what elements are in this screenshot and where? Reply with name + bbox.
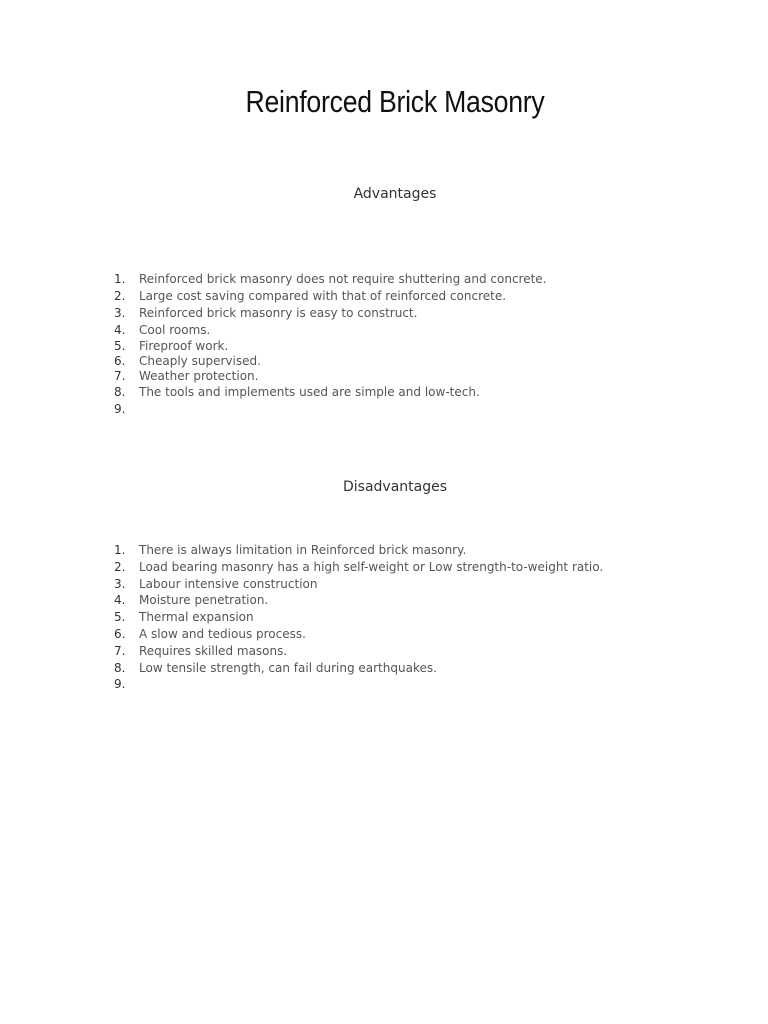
list-item-text: Requires skilled masons. (139, 643, 288, 658)
list-item-number: 4. (114, 593, 126, 608)
list-item-number: 1. (114, 272, 126, 286)
advantages-heading: Advantages (353, 186, 437, 202)
list-item (114, 288, 547, 305)
list-item (114, 609, 603, 626)
list-item-text: Cool rooms. (139, 323, 211, 337)
list-item-number: 3. (114, 576, 126, 591)
list-item-number: 8. (114, 385, 126, 399)
list-item-number: 5. (114, 610, 126, 625)
list-item-text: Thermal expansion (139, 610, 254, 625)
list-item-text: The tools and implements used are simple and low-tech. (139, 385, 480, 399)
list-item (114, 643, 603, 660)
list-item-number: 2. (114, 289, 126, 303)
list-item-text: Large cost saving compared with that of reinforced concrete. (139, 289, 507, 303)
list-item-text: There is always limitation in Reinforced brick masonry. (139, 543, 467, 557)
list-item-number: 9. (114, 402, 126, 416)
list-item (114, 660, 603, 677)
list-item-text: Cheaply supervised. (139, 354, 261, 368)
list-item-text: Reinforced brick masonry is easy to construct. (139, 306, 418, 320)
list-item-text: Labour intensive construction (139, 576, 318, 591)
list-item-number: 5. (114, 339, 126, 353)
list-item-number: 6. (114, 354, 126, 368)
list-item (114, 305, 547, 322)
list-item-text: Weather protection. (139, 369, 259, 383)
list-item (114, 542, 603, 559)
list-item-number: 8. (114, 660, 126, 675)
list-item (114, 369, 547, 384)
list-item-number: 9. (114, 677, 126, 692)
list-item-number: 6. (114, 626, 126, 641)
document-title: Reinforced Brick Masonry (245, 84, 545, 119)
list-item-text: Moisture penetration. (139, 593, 269, 608)
list-item-number: 7. (114, 369, 126, 383)
list-item-number: 2. (114, 559, 126, 574)
list-item-text: Reinforced brick masonry does not require shuttering and concrete. (139, 272, 547, 286)
list-item (114, 384, 547, 401)
list-item-number: 7. (114, 643, 126, 658)
list-item-number: 1. (114, 543, 126, 557)
advantages-list (114, 271, 547, 418)
list-item (114, 576, 603, 593)
list-item (114, 339, 547, 354)
list-item (114, 559, 603, 576)
list-item (114, 322, 547, 339)
list-item (114, 626, 603, 643)
disadvantages-heading: Disadvantages (342, 479, 448, 495)
list-item-number: 4. (114, 323, 126, 337)
list-item-text: A slow and tedious process. (139, 626, 306, 641)
list-item (114, 354, 547, 369)
list-item-text: Fireproof work. (139, 339, 229, 353)
list-item (114, 676, 603, 693)
list-item-number: 3. (114, 306, 126, 320)
list-item (114, 401, 547, 418)
list-item-text: Low tensile strength, can fail during earthquakes. (139, 660, 437, 675)
list-item-text: Load bearing masonry has a high self-weight or Low strength-to-weight ratio. (139, 559, 604, 574)
list-item (114, 592, 603, 609)
list-item (114, 271, 547, 288)
disadvantages-list (114, 542, 603, 693)
